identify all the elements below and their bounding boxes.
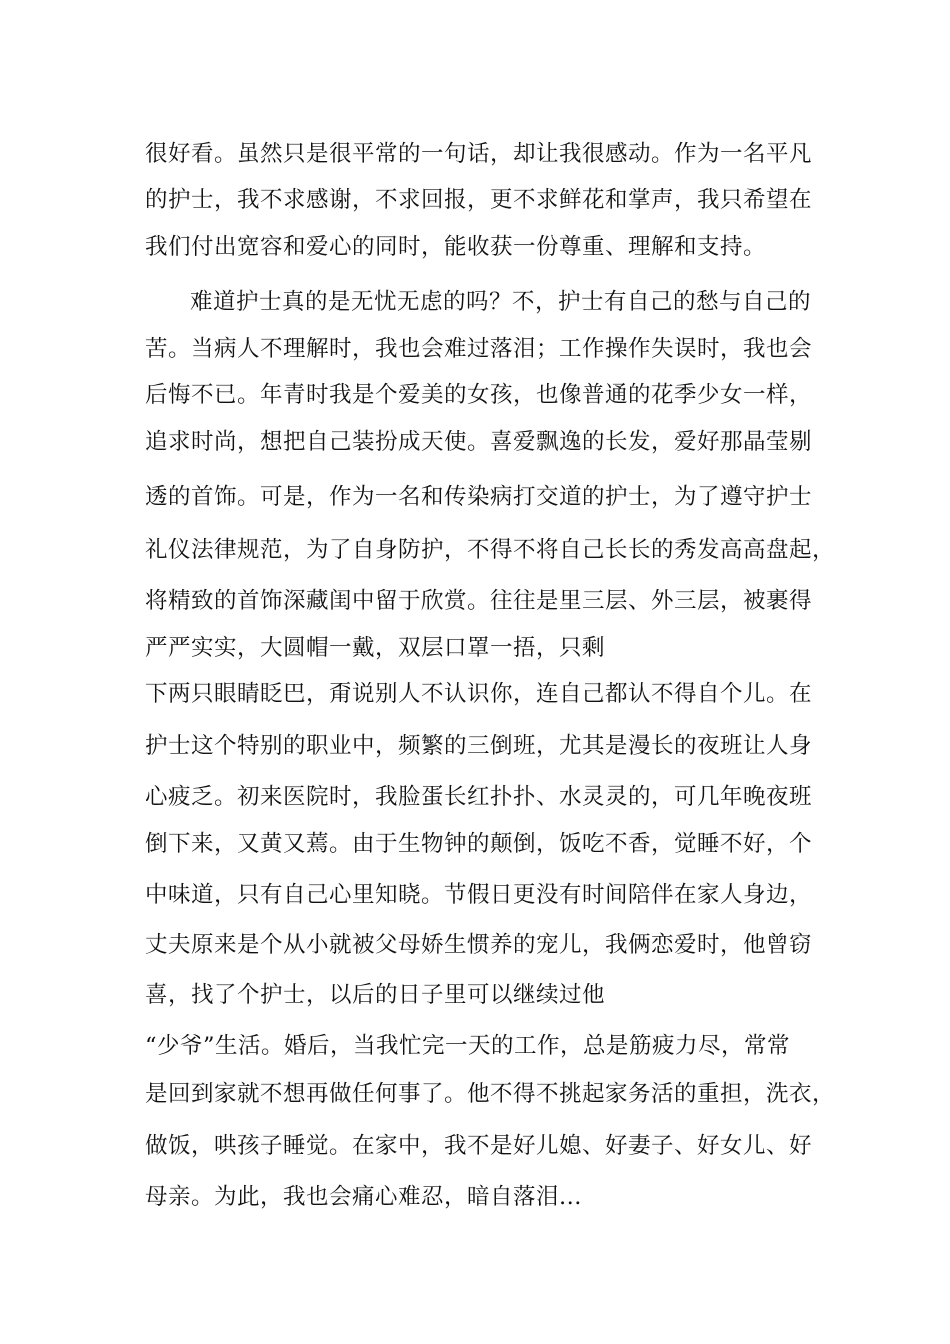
text-line: 将精致的首饰深藏闺中留于欣赏。往往是里三层、外三层，被裹得 xyxy=(145,588,813,614)
text-line: 严严实实，大圆帽一戴，双层口罩一捂，只剩 xyxy=(145,635,606,661)
text-line: 下两只眼睛眨巴，甭说别人不认识你，连自己都认不得自个儿。在 xyxy=(145,681,813,707)
paragraph-start-line: 难道护士真的是无忧无虑的吗？不，护士有自己的愁与自己的 xyxy=(190,289,812,315)
text-line: 后悔不已。年青时我是个爱美的女孩，也像普通的花季少女一样， xyxy=(145,382,813,408)
text-line: 心疲乏。初来医院时，我脸蛋长红扑扑、水灵灵的，可几年晚夜班 xyxy=(145,784,813,810)
text-line: 做饭，哄孩子睡觉。在家中，我不是好儿媳、好妻子、好女儿、好 xyxy=(145,1133,813,1159)
text-line: 护士这个特别的职业中，频繁的三倒班，尤其是漫长的夜班让人身 xyxy=(145,733,813,759)
text-line: 透的首饰。可是，作为一名和传染病打交道的护士，为了遵守护士 xyxy=(145,484,813,510)
text-line: 倒下来，又黄又蔫。由于生物钟的颠倒，饭吃不香，觉睡不好，个 xyxy=(145,831,813,857)
text-line: 很好看。虽然只是很平常的一句话，却让我很感动。作为一名平凡 xyxy=(145,141,813,167)
text-line: 是回到家就不想再做任何事了。他不得不挑起家务活的重担，洗衣， xyxy=(145,1081,836,1107)
text-line: 我们付出宽容和爱心的同时，能收获一份尊重、理解和支持。 xyxy=(145,234,767,260)
text-line: 追求时尚，想把自己装扮成天使。喜爱飘逸的长发，爱好那晶莹剔 xyxy=(145,429,813,455)
text-line: 礼仪法律规范，为了自身防护，不得不将自己长长的秀发高高盘起， xyxy=(145,537,836,563)
text-line: 丈夫原来是个从小就被父母娇生惯养的宠儿，我俩恋爱时，他曾窃 xyxy=(145,932,813,958)
text-line: “少爷”生活。婚后，当我忙完一天的工作，总是筋疲力尽，常常 xyxy=(145,1033,791,1059)
text-line: 的护士，我不求感谢，不求回报，更不求鲜花和掌声，我只希望在 xyxy=(145,187,813,213)
text-line: 母亲。为此，我也会痛心难忍，暗自落泪... xyxy=(145,1184,582,1210)
text-line: 苦。当病人不理解时，我也会难过落泪；工作操作失误时，我也会 xyxy=(145,336,813,362)
text-line: 中味道，只有自己心里知晓。节假日更没有时间陪伴在家人身边， xyxy=(145,882,813,908)
text-line: 喜，找了个护士，以后的日子里可以继续过他 xyxy=(145,982,606,1008)
